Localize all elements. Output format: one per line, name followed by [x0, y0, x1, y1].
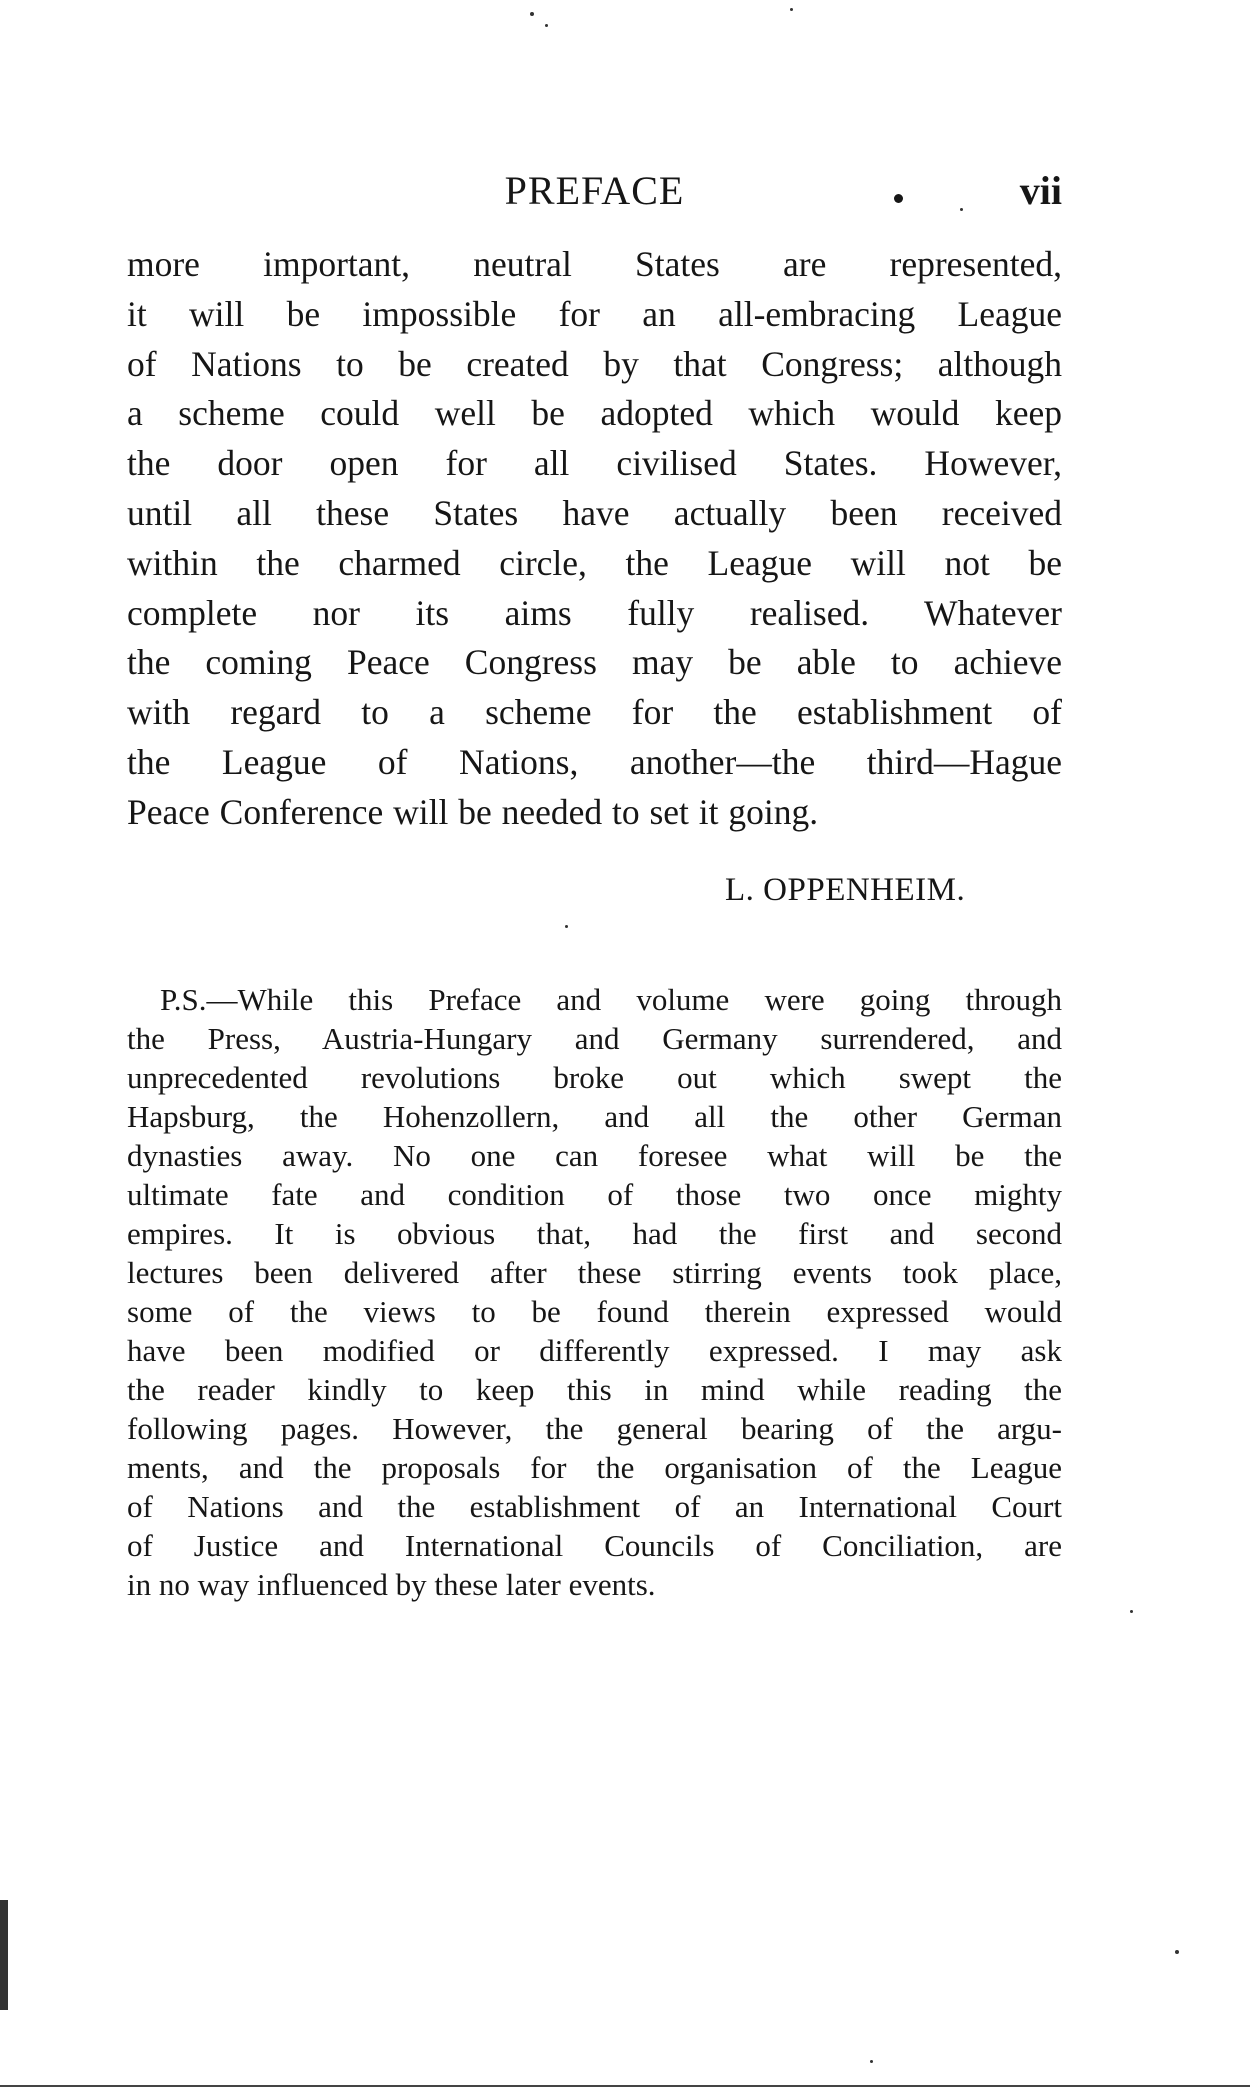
text-line: with regard to a scheme for the establishment of — [127, 692, 1062, 733]
text-line: some of the views to be found therein expressed would — [127, 1294, 1062, 1329]
scan-speck — [870, 2060, 873, 2063]
printer-dot-mark — [894, 194, 903, 203]
postscript-paragraph — [127, 980, 1062, 1604]
scan-speck — [960, 208, 963, 211]
text-line: a scheme could well be adopted which would keep — [127, 393, 1062, 434]
text-line: Hapsburg, the Hohenzollern, and all the other German — [127, 1099, 1062, 1134]
text-line: the reader kindly to keep this in mind while reading the — [127, 1372, 1062, 1407]
scan-bottom-rule — [0, 2085, 1250, 2087]
scan-speck — [790, 8, 793, 11]
text-line: ments, and the proposals for the organisation of the League — [127, 1450, 1062, 1485]
text-line: dynasties away. No one can foresee what will be the — [127, 1138, 1062, 1173]
scan-speck — [1130, 1610, 1133, 1613]
author-signature: L. OPPENHEIM. — [725, 872, 966, 908]
scan-speck — [1175, 1950, 1179, 1954]
text-line: P.S.—While this Preface and volume were going through — [160, 982, 1062, 1017]
page-number: vii — [1019, 168, 1062, 213]
scan-edge-mark — [0, 1900, 8, 2010]
text-line: unprecedented revolutions broke out which swept the — [127, 1060, 1062, 1095]
text-line: lectures been delivered after these stirring events took place, — [127, 1255, 1062, 1290]
text-line: until all these States have actually been received — [127, 492, 1062, 533]
running-head: PREFACE — [504, 168, 685, 213]
scan-speck — [530, 12, 534, 16]
page-header — [127, 166, 1062, 216]
scan-speck — [545, 24, 548, 27]
text-line: more important, neutral States are represented, — [127, 244, 1062, 284]
text-line: empires. It is obvious that, had the first and second — [127, 1216, 1062, 1251]
text-line: have been modified or differently expressed. I may ask — [127, 1333, 1062, 1368]
text-line: of Nations to be created by that Congress; although — [127, 343, 1062, 384]
text-line: within the charmed circle, the League will not be — [127, 542, 1062, 583]
text-line: of Nations and the establishment of an International Court — [127, 1489, 1062, 1524]
scan-speck — [565, 925, 568, 928]
text-line: ultimate fate and condition of those two once mighty — [127, 1177, 1062, 1212]
text-line: the League of Nations, another—the third—Hague — [127, 741, 1062, 782]
text-line: the coming Peace Congress may be able to achieve — [127, 642, 1062, 683]
text-line: the door open for all civilised States. However, — [127, 443, 1062, 484]
text-line: in no way influenced by these later events. — [127, 1567, 656, 1602]
text-line: following pages. However, the general bearing of the argu- — [127, 1411, 1062, 1446]
text-line: Peace Conference will be needed to set it going. — [127, 791, 819, 832]
body-paragraph — [127, 240, 1062, 838]
text-line: the Press, Austria-Hungary and Germany surrendered, and — [127, 1021, 1062, 1056]
text-line: it will be impossible for an all-embracing League — [127, 293, 1062, 334]
text-line: complete nor its aims fully realised. Whatever — [127, 592, 1062, 633]
text-line: of Justice and International Councils of Conciliation, are — [127, 1528, 1062, 1563]
